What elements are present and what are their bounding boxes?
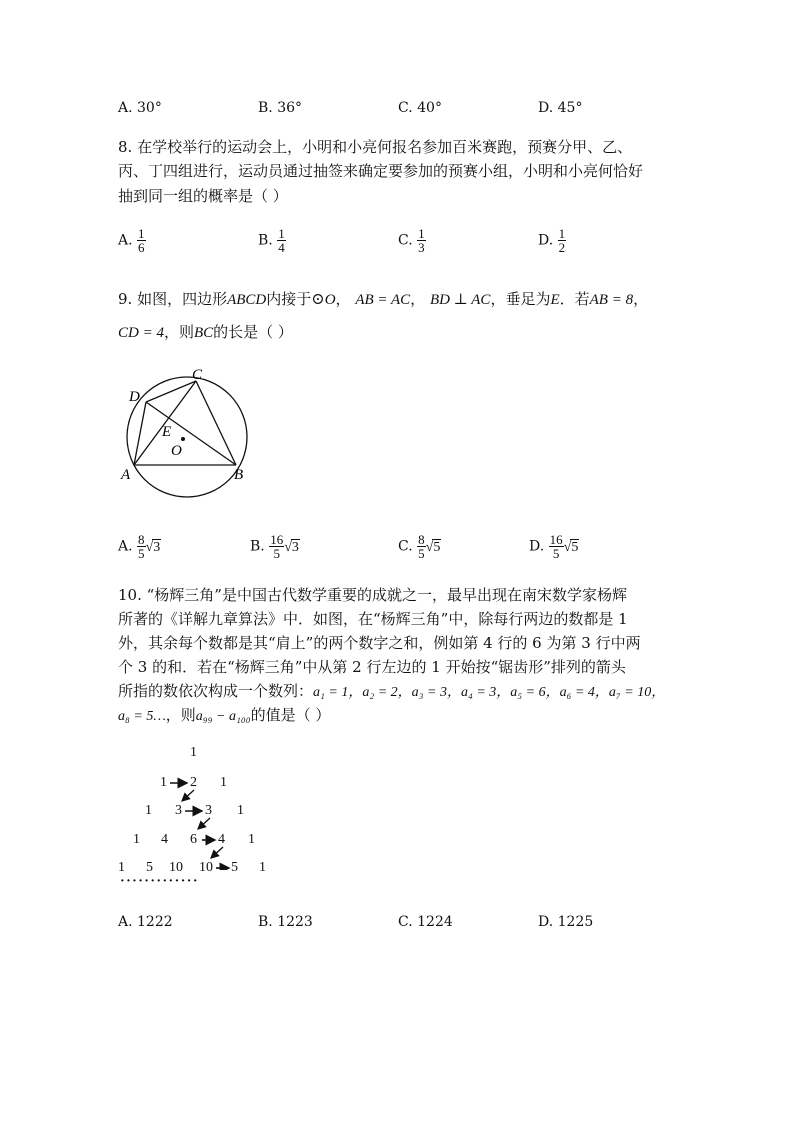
q9-option-d[interactable]: D. $\frac{16}{5}$ √5	[529, 532, 579, 561]
label-o: O	[171, 443, 182, 459]
tri-r3-c4: 1	[237, 803, 244, 818]
fraction: $\frac{1}{2}$	[558, 226, 566, 255]
label-d: D	[129, 389, 140, 405]
q10-line-3: 外，其余每个数都是其“肩上”的两个数字之和，例如第 4 行的 6 为第 3 行中两	[118, 634, 641, 652]
q7-option-d[interactable]: D. 45°	[538, 100, 583, 116]
q7-option-a[interactable]: A. 30°	[118, 100, 162, 116]
q9-option-b[interactable]: B. $\frac{16}{5}$ √3	[250, 532, 299, 561]
tri-r3-c2: 3	[175, 803, 182, 818]
sequence-line-1: a₁ = 1，a₂ = 2，a₃ = 3，a₄ = 3，a₅ = 6，a₆ = 4，a₇ = 10，	[313, 685, 666, 700]
q7-option-b[interactable]: B. 36°	[258, 100, 303, 116]
tri-r3-c1: 1	[145, 803, 152, 818]
q10-line-6: a₈ = 5…，则a₉₉ − a₁₀₀的值是（ ）	[118, 706, 331, 724]
q10-line-4: 个 3 的和．若在“杨辉三角”中从第 2 行左边的 1 开始按“锯齿形”排列的箭头	[118, 658, 626, 676]
q8-line-3: 抽到同一组的概率是（ ）	[118, 187, 288, 205]
tri-r2-c3: 1	[220, 775, 227, 790]
q8-line-1: 8. 在学校举行的运动会上，小明和小亮何报名参加百米赛跑，预赛分甲、乙、	[118, 138, 633, 156]
tri-r5-c4: 10	[199, 860, 213, 875]
circle-o-symbol: ⊙	[311, 289, 325, 308]
q7-option-c[interactable]: C. 40°	[398, 100, 442, 116]
label-e: E	[162, 424, 172, 440]
center-point	[181, 437, 185, 441]
q10-option-b[interactable]: B. 1223	[258, 914, 313, 930]
tri-r4-c4: 4	[218, 832, 225, 847]
fraction: $\frac{1}{6}$	[138, 226, 145, 255]
q10-line-5: 所指的数依次构成一个数列：a₁ = 1，a₂ = 2，a₃ = 3，a₄ = 3，a₅ = 6，a₆ = 4，a₇ = 10，	[118, 682, 666, 700]
zigzag-arrows	[110, 770, 280, 870]
segment-da	[134, 402, 146, 465]
fraction: $\frac{1}{4}$	[278, 226, 285, 255]
tri-r4-c5: 1	[248, 832, 255, 847]
continuation-dots: ·············	[120, 874, 199, 889]
q9-figure	[110, 360, 260, 500]
tri-r5-c1: 1	[118, 860, 125, 875]
q9-option-a[interactable]: A. $\frac{8}{5}$ √3	[118, 532, 161, 561]
q9-line-1: 9. 如图，四边形ABCD内接于⊙O， AB = AC， BD ⊥ AC，垂足为E．若AB = 8，	[118, 289, 649, 308]
tri-r3-c3: 3	[205, 803, 212, 818]
segment-bc	[196, 381, 236, 465]
arrow-down-row4	[211, 847, 223, 858]
segment-bd	[146, 402, 236, 465]
tri-r4-c2: 4	[161, 832, 168, 847]
q8-option-d[interactable]: D. $\frac{1}{2}$	[538, 226, 566, 255]
label-c: C	[192, 367, 203, 383]
label-a: A	[121, 467, 131, 483]
q8-line-2: 丙、丁四组进行，运动员通过抽签来确定要参加的预赛小组，小明和小亮何恰好	[118, 162, 644, 180]
q10-option-d[interactable]: D. 1225	[538, 914, 594, 930]
tri-r1-c1: 1	[190, 745, 197, 760]
q10-option-a[interactable]: A. 1222	[118, 914, 173, 930]
q10-line-1: 10. “杨辉三角”是中国古代数学重要的成就之一，最早出现在南宋数学家杨辉	[118, 586, 627, 604]
q10-option-c[interactable]: C. 1224	[398, 914, 453, 930]
tri-r2-c1: 1	[160, 775, 167, 790]
label-b: B	[234, 467, 244, 483]
arrow-down-row3	[198, 818, 210, 829]
q8-option-b[interactable]: B. $\frac{1}{4}$	[258, 226, 285, 255]
q8-option-c[interactable]: C. $\frac{1}{3}$	[398, 226, 425, 255]
q9-option-c[interactable]: C. $\frac{8}{5}$ √5	[398, 532, 441, 561]
arrow-down-row2	[182, 790, 194, 801]
tri-r5-c6: 1	[259, 860, 266, 875]
fraction: $\frac{1}{3}$	[418, 226, 425, 255]
tri-r4-c3: 6	[190, 832, 197, 847]
q9-line-2: CD = 4，则BC的长是（ ）	[118, 323, 293, 341]
q8-option-a[interactable]: A. $\frac{1}{6}$	[118, 226, 145, 255]
tri-r5-c2: 5	[146, 860, 153, 875]
tri-r2-c2: 2	[190, 775, 197, 790]
tri-r4-c1: 1	[133, 832, 140, 847]
q10-line-2: 所著的《详解九章算法》中．如图，在“杨辉三角”中，除每行两边的数都是 1	[118, 610, 628, 628]
circle-o	[127, 377, 247, 497]
tri-r5-c3: 10	[169, 860, 183, 875]
tri-r5-c5: 5	[231, 860, 238, 875]
